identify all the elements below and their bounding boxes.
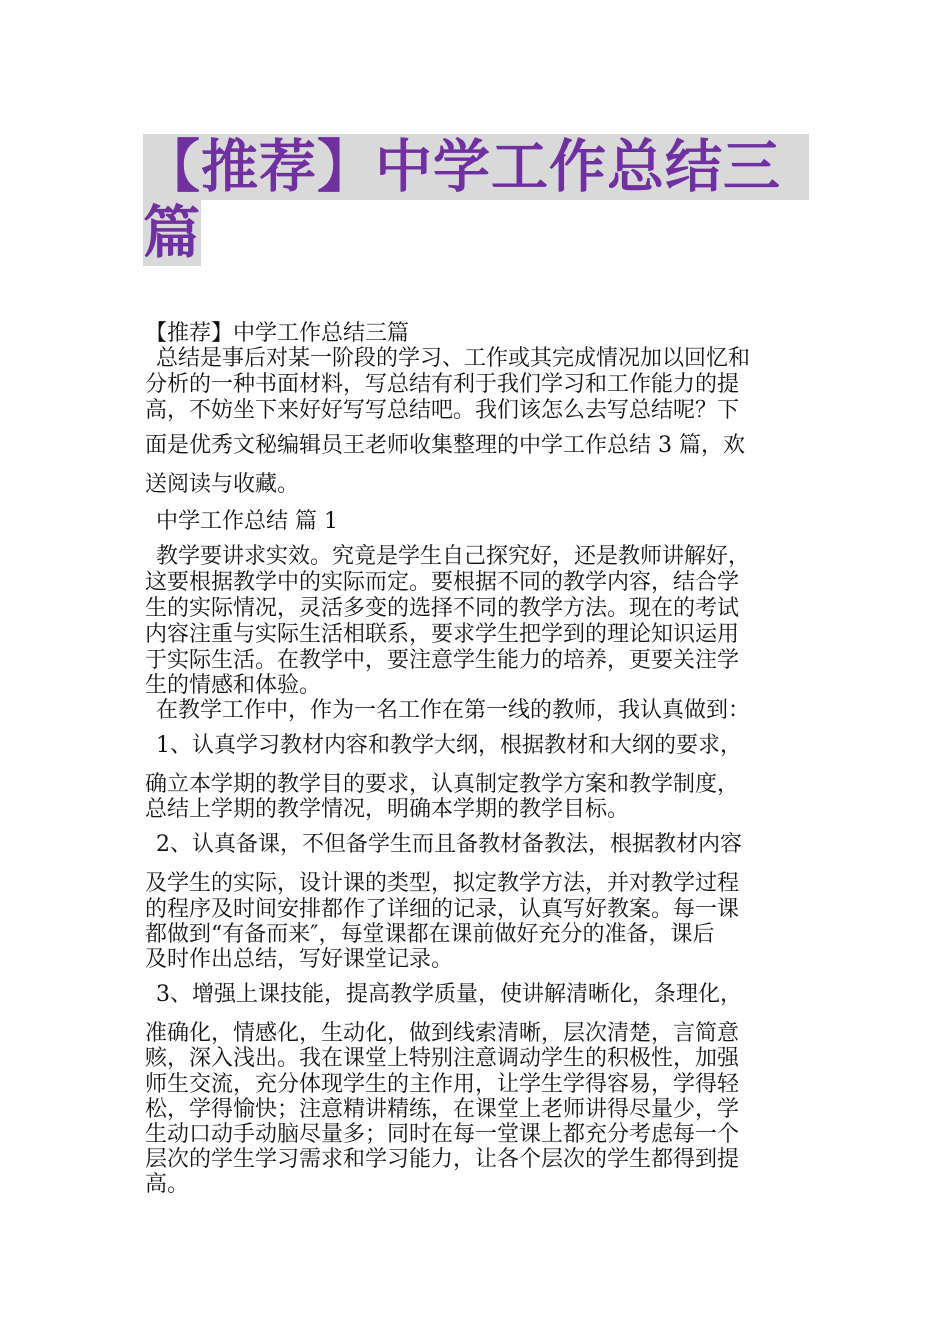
paragraph-line: 生的情感和体验。: [145, 673, 322, 698]
paragraph-line: 内容注重与实际生活相联系，要求学生把学到的理论知识运用: [145, 622, 740, 647]
paragraph-line: 确立本学期的教学目的要求，认真制定教学方案和教学制度，: [145, 772, 740, 797]
paragraph-line: 分析的一种书面材料，写总结有利于我们学习和工作能力的提: [145, 372, 740, 397]
paragraph-line: 准确化，情感化，生动化，做到线索清晰，层次清楚，言简意: [145, 1021, 740, 1046]
paragraph-line: 高。: [145, 1172, 190, 1197]
paragraph-line: 都做到“有备而来″，每堂课都在课前做好充分的准备，课后: [145, 922, 715, 947]
doc-subtitle: 【推荐】中学工作总结三篇: [145, 321, 410, 346]
paragraph-line: 松，学得愉快；注意精讲精练，在课堂上老师讲得尽量少，学: [145, 1097, 740, 1122]
paragraph-line: 在教学工作中，作为一名工作在第一线的教师，我认真做到：: [156, 698, 751, 723]
paragraph-line: 及学生的实际，设计课的类型，拟定教学方法，并对教学过程: [145, 871, 740, 896]
list-item-1: 1、认真学习教材内容和教学大纲，根据教材和大纲的要求，: [156, 733, 742, 758]
title-line-2: 篇: [143, 200, 201, 266]
paragraph-line: 总结上学期的教学情况，明确本学期的教学目标。: [145, 797, 630, 822]
paragraph-line: 教学要讲求实效。究竟是学生自己探究好，还是教师讲解好，: [156, 544, 751, 569]
paragraph-line: 这要根据教学中的实际而定。要根据不同的教学内容，结合学: [145, 570, 740, 595]
paragraph-line: 赅，深入浅出。我在课堂上特别注意调动学生的积极性，加强: [145, 1046, 740, 1071]
list-item-2: 2、认真备课，不但备学生而且备教材备教法，根据教材内容: [156, 832, 742, 857]
paragraph-line: 生的实际情况，灵活多变的选择不同的教学方法。现在的考试: [145, 596, 740, 621]
paragraph-line: 送阅读与收藏。: [145, 472, 300, 497]
paragraph-line: 面是优秀文秘编辑员王老师收集整理的中学工作总结 3 篇，欢: [145, 433, 745, 458]
paragraph-line: 于实际生活。在教学中，要注意学生能力的培养，更要关注学: [145, 648, 740, 673]
paragraph-line: 生动口动手动脑尽量多；同时在每一堂课上都充分考虑每一个: [145, 1122, 740, 1147]
paragraph-line: 师生交流，充分体现学生的主作用，让学生学得容易，学得轻: [145, 1072, 740, 1097]
paragraph-line: 高，不妨坐下来好好写写总结吧。我们该怎么去写总结呢？下: [145, 398, 740, 423]
title-line-1: 【推荐】中学工作总结三: [143, 134, 809, 200]
paragraph-line: 总结是事后对某一阶段的学习、工作或其完成情况加以回忆和: [156, 346, 751, 371]
paragraph-line: 的程序及时间安排都作了详细的记录，认真写好教案。每一课: [145, 897, 740, 922]
list-item-3: 3、增强上课技能，提高教学质量，使讲解清晰化，条理化，: [156, 982, 742, 1007]
paragraph-line: 及时作出总结，写好课堂记录。: [145, 947, 454, 972]
paragraph-line: 层次的学生学习需求和学习能力，让各个层次的学生都得到提: [145, 1147, 740, 1172]
section-heading: 中学工作总结 篇 1: [156, 509, 338, 534]
